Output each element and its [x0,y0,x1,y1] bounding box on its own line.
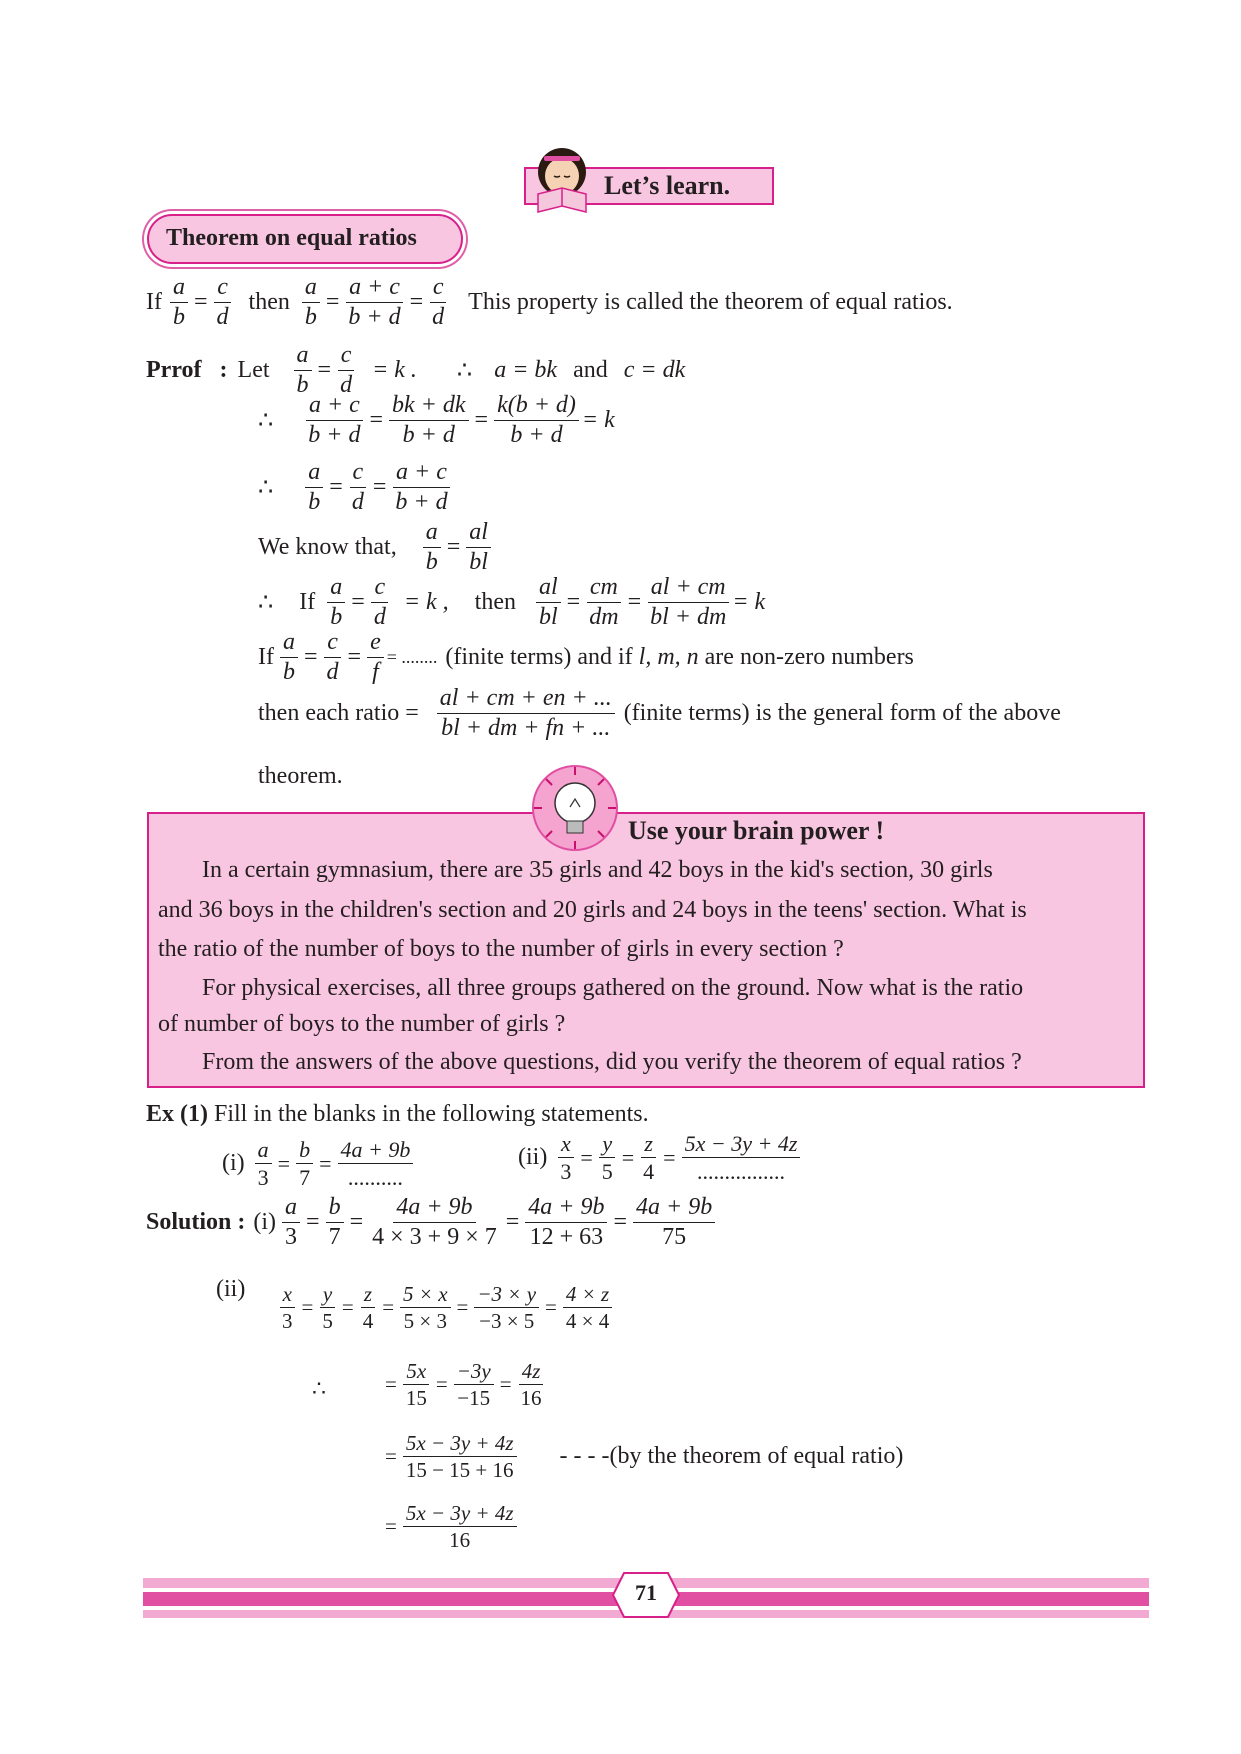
solution-therefore: ∴ [312,1376,326,1401]
proof-line-8: theorem. [258,763,343,789]
proof-line-2: ∴ $\frac{a + c}{b + d}$ = $\frac{bk + dk}{b + d}$ = $\frac{k(b + d)}{b + d}$ = k [258,392,615,449]
lightbulb-icon [530,763,620,858]
theorem-note: - - - -(by the theorem of equal ratio) [559,1443,904,1470]
proof-line-7: then each ratio = $\frac{al + cm + en + ...}{bl + dm + fn + ...}$ (finite terms) is the general form of the above [258,685,1061,742]
brain-paragraph-2-line-2: of number of boys to the number of girls ? [158,1011,566,1037]
proof-label: Prrof [146,357,202,384]
brain-paragraph-2-line-1: For physical exercises, all three groups gathered on the ground. Now what is the ratio [202,975,1024,1001]
solution-part-ii-label: (ii) [216,1276,246,1302]
then-word: then [248,289,290,316]
solution-ii-line-3: = $\frac{5x - 3y + 4z}{15 - 15 + 16}$ - - - -(by the theorem of equal ratio) [385,1431,904,1483]
if-word: If [146,289,162,316]
brain-paragraph-1-line-1: In a certain gymnasium, there are 35 girls and 42 boys in the kid's section, 30 girls [202,857,993,883]
brain-paragraph-3-line-1: From the answers of the above questions, did you verify the theorem of equal ratios ? [202,1049,1022,1075]
solution-label: Solution : [146,1209,246,1236]
exercise-label: Ex (1) [146,1101,208,1127]
girl-reading-icon [530,142,594,219]
exercise-instruction: Fill in the blanks in the following statements. [214,1101,649,1127]
page-number: 71 [635,1580,657,1605]
solution-ii-line-1: $\frac{x}{3}$ = $\frac{y}{5}$ = $\frac{z}{4}$ = $\frac{5 \times x}{5 \times 3}$ = $\frac{-3 \times y}{-3 \times 5}$ = $\frac{4 \times z}{4 \times 4}$ [276,1283,615,1332]
exercise-heading [146,1101,649,1128]
proof-line-3: ∴ $\frac{a}{b}$ = $\frac{c}{d}$ = $\frac{a + c}{b + d}$ [258,460,454,515]
theorem-description: This property is called the theorem of equal ratios. [468,289,953,316]
brain-power-title: Use your brain power ! [628,816,885,845]
lets-learn-title: Let’s learn. [604,171,731,200]
solution-ii-line-4: = $\frac{5x - 3y + 4z}{16}$ [382,1502,520,1551]
theorem-statement: If $\frac{a}{b}$ = $\frac{c}{d}$ then $\frac{a}{b}$ = $\frac{a + c}{b + d}$ = $\frac{c}{d}$ This property is called the theorem of equal ratios. [146,274,953,331]
section-title: Theorem on equal ratios [166,225,417,251]
solution-part-i: Solution : (i) $\frac{a}{3}$ = $\frac{b}{7}$ = $\frac{4a + 9b}{4 \times 3 + 9 \times 7}$ = $\frac{4a + 9b}{12 + 63}$ = $\frac{4a + 9b}{75}$ [146,1195,718,1250]
exercise-part-ii: (ii) $\frac{x}{3}$ = $\frac{y}{5}$ = $\frac{z}{4}$ = $\frac{5x - 3y + 4z}{................}$ [518,1132,803,1183]
proof-line-5: ∴ If $\frac{a}{b}$ = $\frac{c}{d}$ = k , then $\frac{al}{bl}$ = $\frac{cm}{dm}$ = $\frac{al + cm}{bl + dm}$ = k [258,574,766,631]
brain-paragraph-1-line-3: the ratio of the number of boys to the number of girls in every section ? [158,936,844,962]
solution-ii-line-2: = $\frac{5x}{15}$ = $\frac{-3y}{-15}$ = $\frac{4z}{16}$ [385,1359,542,1411]
exercise-part-i: (i) $\frac{a}{3}$ = $\frac{b}{7}$ = $\frac{4a + 9b}{..........}$ [222,1138,416,1189]
brain-paragraph-1-line-2: and 36 boys in the children's section and 20 girls and 24 boys in the teens' section. What is [158,897,1027,923]
proof-line-6: If $\frac{a}{b}$ = $\frac{c}{d}$ = $\frac{e}{f}$ = ........ (finite terms) and if l, m, n are non-zero numbers [258,629,914,686]
proof-line-4: We know that, $\frac{a}{b}$ = $\frac{al}{bl}$ [258,520,494,575]
proof-line-1: Prrof : Let $\frac{a}{b}$ = $\frac{c}{d}$ = k . ∴ a = bk and c = dk [146,342,686,399]
